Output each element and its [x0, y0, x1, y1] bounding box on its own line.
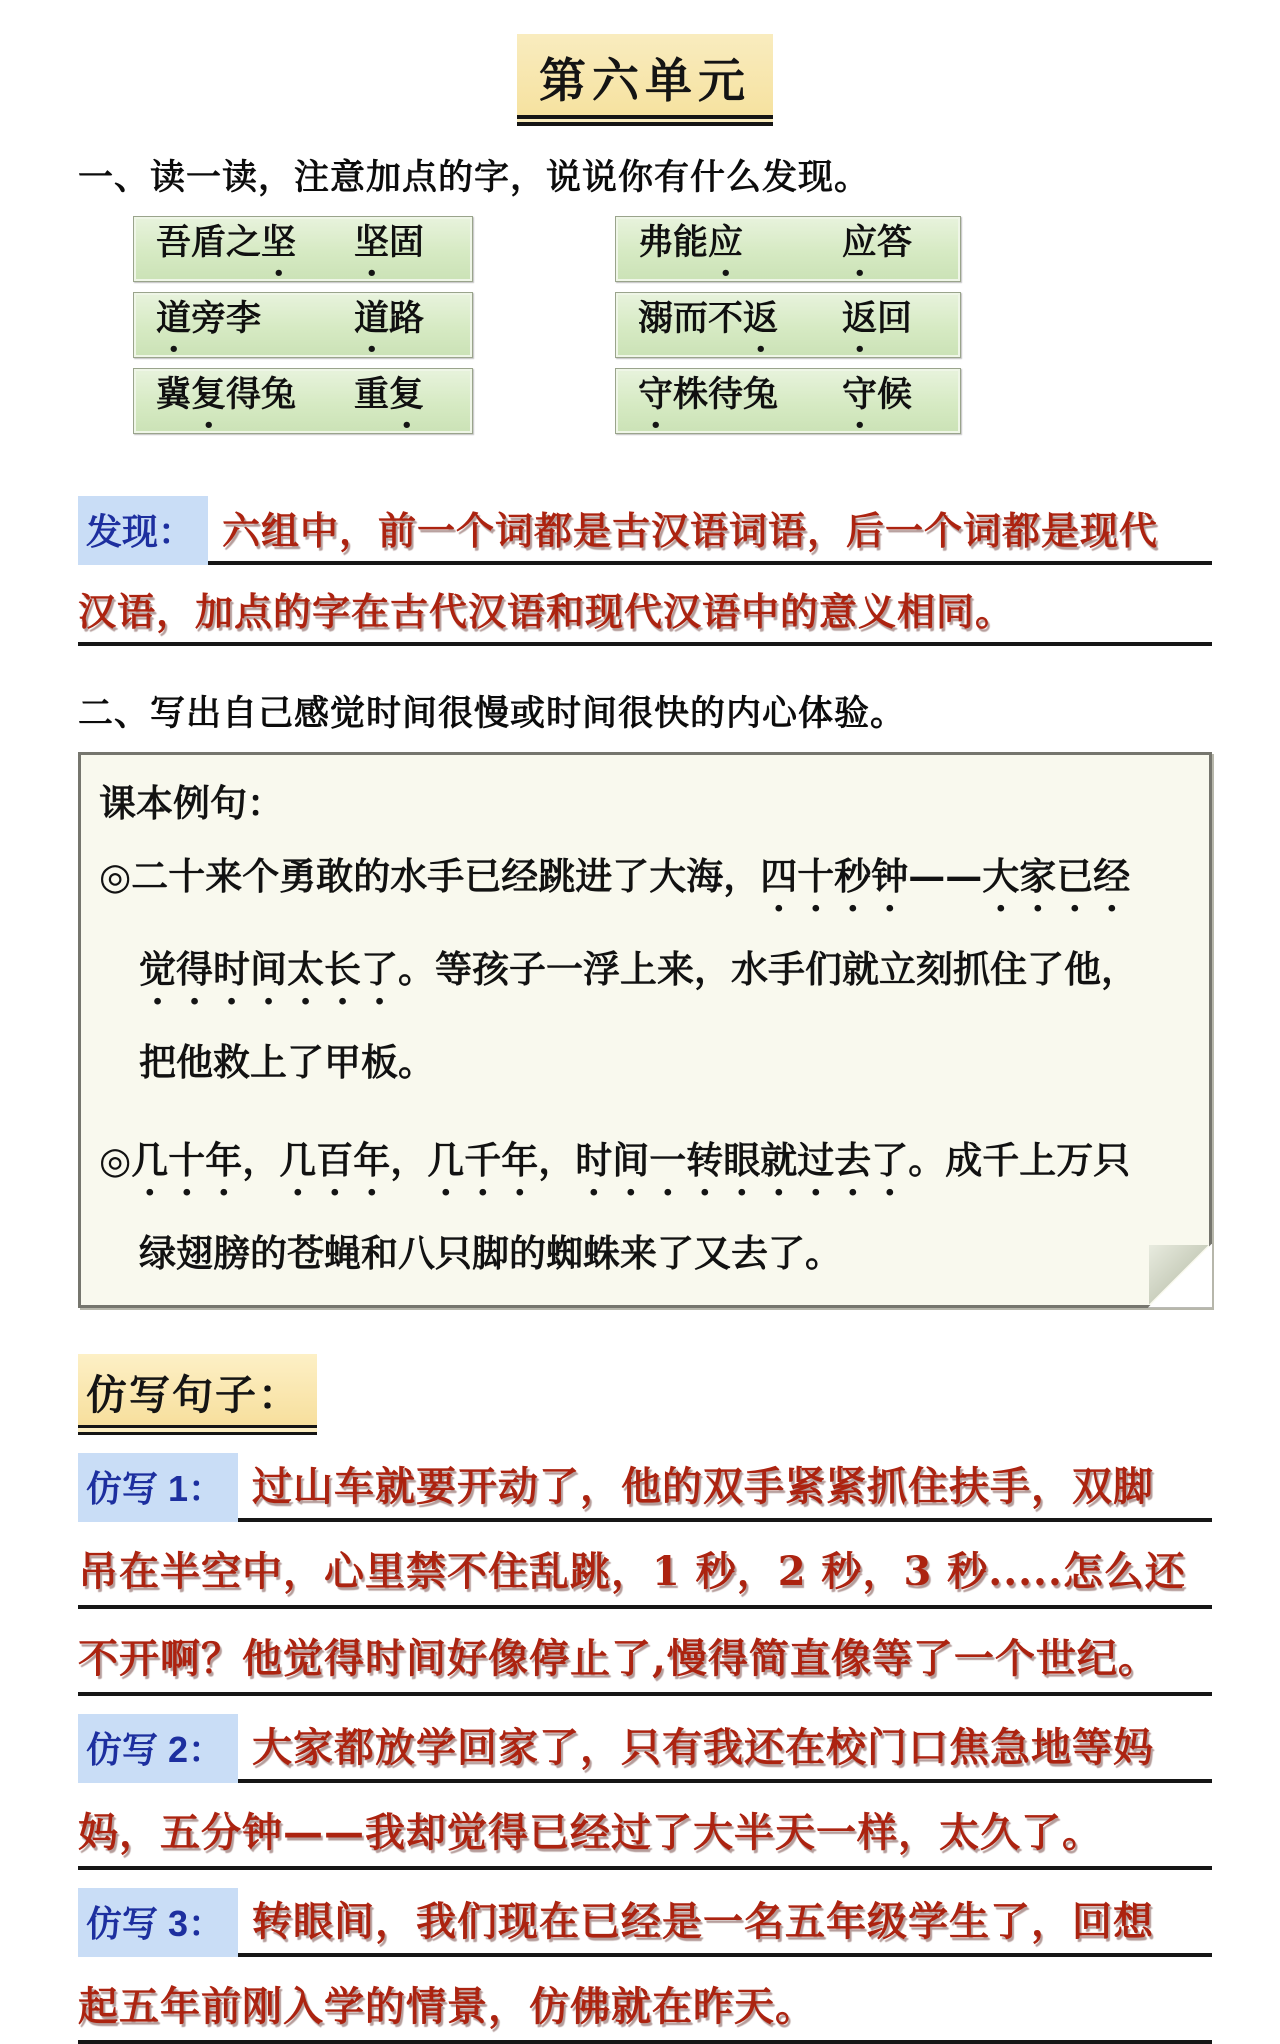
section-two-heading: 二、写出自己感觉时间很慢或时间很快的内心体验。: [78, 694, 907, 733]
word-pair-right: 守候: [841, 373, 912, 415]
mimic-item-2-line-1: 大家都放学回家了，只有我还在校门口焦急地等妈: [238, 1716, 1212, 1783]
example-bullet2-line1: ◎几十年，几百年，几千年，时间一转眼就过去了。成千上万只: [99, 1138, 1131, 1183]
mimic-item-2: [78, 1714, 1212, 1870]
word-pair-left: 守株待兔: [638, 373, 779, 415]
mimic-item-2-label: 仿写 2：: [78, 1714, 238, 1783]
word-pair-box-3: [133, 292, 473, 358]
word-pair-right: 坚固: [353, 221, 424, 263]
word-pair-left: 冀复得兔: [156, 373, 297, 415]
mimic-title-row: [78, 1308, 1212, 1435]
word-pair-right: 返回: [841, 297, 912, 339]
mimic-item-3-row: [78, 1888, 1212, 1957]
example-box-title: 课本例句：: [99, 781, 284, 825]
example-bullet1-line3: 把他救上了甲板。: [139, 1040, 435, 1084]
discovery-line-1: 六组中，前一个词都是古汉语词语，后一个词都是现代: [208, 500, 1212, 565]
word-pair-right: 道路: [353, 297, 424, 339]
mimic-item-3-label: 仿写 3：: [78, 1888, 238, 1957]
mimic-item-1-label: 仿写 1：: [78, 1453, 238, 1522]
example-bullet1-line1: ◎二十来个勇敢的水手已经跳进了大海，四十秒钟——大家已经: [99, 854, 1131, 898]
word-pair-left: 溺而不返: [638, 297, 779, 339]
mimic-item-1: [78, 1453, 1212, 1696]
word-pair-left: 吾盾之坚: [156, 221, 297, 263]
mimic-item-1-line-3: 不开啊？他觉得时间好像停止了,慢得简直像等了一个世纪。: [78, 1627, 1212, 1696]
word-pair-grid: [133, 216, 1212, 434]
word-pair-box-5: [133, 368, 473, 434]
discovery-line-1-row: [78, 496, 1212, 565]
mimic-item-1-row: [78, 1453, 1212, 1522]
mimic-item-2-row: [78, 1714, 1212, 1783]
word-pair-left: 弗能应: [638, 221, 744, 263]
mimic-item-1-line-1: 过山车就要开动了，他的双手紧紧抓住扶手，双脚: [238, 1455, 1212, 1522]
mimic-item-3: [78, 1888, 1212, 2044]
mimic-section-title: 仿写句子：: [78, 1354, 317, 1435]
example-bullet1-line2: 觉得时间太长了。等孩子一浮上来，水手们就立刻抓住了他，: [139, 947, 1138, 991]
unit-title: 第六单元: [517, 34, 773, 126]
example-bullet2-line2: 绿翅膀的苍蝇和八只脚的蜘蛛来了又去了。: [139, 1231, 842, 1276]
example-box: [78, 752, 1212, 1308]
discovery-block: [78, 496, 1212, 646]
title-row: [78, 34, 1212, 126]
word-pair-box-4: [615, 292, 961, 358]
mimic-item-2-line-2: 妈，五分钟——我却觉得已经过了大半天一样，太久了。: [78, 1801, 1212, 1870]
mimic-item-3-line-1: 转眼间，我们现在已经是一名五年级学生了，回想: [238, 1890, 1212, 1957]
discovery-line-2: 汉语，加点的字在古代汉语和现代汉语中的意义相同。: [78, 581, 1212, 646]
word-pair-box-6: [615, 368, 961, 434]
word-pair-box-2: [615, 216, 961, 282]
section-one-heading: 一、读一读，注意加点的字，说说你有什么发现。: [78, 158, 871, 197]
word-pair-right: 重复: [353, 373, 424, 415]
word-pair-box-1: [133, 216, 473, 282]
word-pair-right: 应答: [841, 221, 912, 263]
mimic-item-3-line-2: 起五年前刚入学的情景，仿佛就在昨天。: [78, 1975, 1212, 2044]
mimic-item-1-line-2: 吊在半空中，心里禁不住乱跳，1 秒，2 秒，3 秒.....怎么还: [78, 1540, 1212, 1609]
discovery-label: 发现：: [78, 496, 208, 565]
word-pair-left: 道旁李: [156, 297, 262, 339]
